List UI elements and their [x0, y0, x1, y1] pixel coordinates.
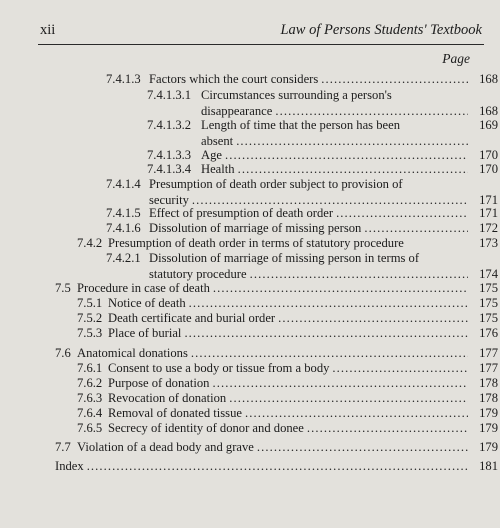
toc-page-number: 176: [479, 326, 498, 340]
toc-entry[interactable]: [55, 440, 498, 456]
toc-entry-title: disappearance: [201, 103, 273, 118]
dot-leader: [257, 440, 468, 456]
dot-leader: [332, 361, 468, 377]
dot-leader: [213, 281, 468, 297]
toc-page-number: 179: [479, 421, 498, 435]
toc-entry-title: Dissolution of marriage of missing person in terms of: [149, 251, 420, 265]
toc-entry-title: Consent to use a body or tissue from a body: [108, 361, 330, 375]
toc-entry-number: 7.6: [55, 346, 71, 360]
toc-entry-number: 7.5: [55, 281, 71, 295]
toc-entry[interactable]: [106, 72, 498, 88]
toc-entry-title: Index: [55, 459, 84, 473]
toc-page-number: 175: [479, 311, 498, 325]
toc-entry-title: security: [149, 192, 189, 207]
toc-page-number: 168: [479, 103, 498, 118]
toc-entry-number: 7.5.1: [77, 296, 103, 310]
toc-page-number: 175: [479, 296, 498, 310]
toc-page-number: 174: [479, 266, 498, 281]
page-numeral: xii: [40, 22, 56, 38]
toc-entry-title: Revocation of donation: [108, 391, 227, 405]
dot-leader: [364, 221, 468, 237]
toc-entry-title: Death certificate and burial order: [108, 311, 276, 325]
page-column-label: Page: [442, 51, 470, 66]
toc-entry[interactable]: [77, 236, 498, 252]
dot-leader: [278, 311, 468, 327]
toc-entry-number: 7.6.4: [77, 406, 103, 420]
dot-leader: [275, 104, 468, 120]
toc-page-number: 172: [479, 221, 498, 235]
toc-entry-title: Age: [201, 148, 222, 162]
dot-leader: [336, 206, 468, 222]
toc-page-number: 178: [479, 391, 498, 405]
dot-leader: [236, 134, 468, 150]
toc-entry[interactable]: [77, 376, 498, 392]
dot-leader: [238, 162, 468, 178]
toc-entry-title: Presumption of death order subject to provision of: [149, 177, 403, 191]
dot-leader: [307, 421, 468, 437]
toc-page-number: 179: [479, 440, 498, 454]
toc-entry[interactable]: [77, 421, 498, 437]
toc-entry[interactable]: [55, 459, 498, 475]
toc-entry-number: 7.4.1.6: [106, 221, 141, 235]
toc-entry-number: 7.6.1: [77, 361, 103, 375]
toc-entry[interactable]: [77, 326, 498, 342]
toc-entry-number: 7.5.2: [77, 311, 103, 325]
page-header: [40, 22, 482, 39]
dot-leader: [321, 72, 468, 88]
toc-entry-title: Effect of presumption of death order: [149, 206, 334, 220]
dot-leader: [250, 267, 468, 283]
toc-entry-number: 7.5.3: [77, 326, 103, 340]
toc-entry[interactable]: [106, 177, 498, 208]
toc-page-number: 175: [479, 281, 498, 295]
toc-entry-title: Presumption of death order in terms of statutory procedure: [108, 236, 404, 250]
toc-page-number: 181: [479, 459, 498, 473]
toc-entry-number: 7.4.2: [77, 236, 103, 250]
toc-entry[interactable]: [77, 406, 498, 422]
toc-entry-title: Place of burial: [108, 326, 182, 340]
toc-entry-title: Purpose of donation: [108, 376, 210, 390]
toc-entry-title: Factors which the court considers: [149, 72, 319, 86]
toc-entry-title: Length of time that the person has been: [201, 118, 400, 132]
toc-entry-title: absent: [201, 133, 234, 148]
dot-leader: [87, 459, 468, 475]
toc-entry[interactable]: [147, 88, 498, 119]
toc-entry-title: Dissolution of marriage of missing person: [149, 221, 362, 235]
toc-entry-number: 7.4.1.4: [106, 177, 141, 191]
toc-entry[interactable]: [106, 221, 498, 237]
toc-entry[interactable]: [77, 361, 498, 377]
toc-entry-title: statutory procedure: [149, 266, 247, 281]
toc-entry-number: 7.6.5: [77, 421, 103, 435]
dot-leader: [229, 391, 468, 407]
toc-entry-number: 7.4.2.1: [106, 251, 141, 265]
toc-entry-title: Notice of death: [108, 296, 186, 310]
toc-entry-title: Circumstances surrounding a person's: [201, 88, 392, 102]
toc-page-number: 173: [479, 236, 498, 250]
toc-entry[interactable]: [77, 296, 498, 312]
toc-entry-number: 7.4.1.3.3: [147, 148, 192, 162]
toc-entry[interactable]: [147, 118, 498, 149]
toc-entry-number: 7.4.1.5: [106, 206, 141, 220]
header-rule: [38, 44, 484, 45]
toc-entry-title: Removal of donated tissue: [108, 406, 242, 420]
dot-leader: [191, 346, 468, 362]
book-title: Law of Persons Students' Textbook: [280, 22, 482, 38]
dot-leader: [189, 296, 468, 312]
toc-page-number: 177: [479, 361, 498, 375]
toc-entry-number: 7.6.3: [77, 391, 103, 405]
toc-entry-number: 7.7: [55, 440, 71, 454]
toc-entry-title: Procedure in case of death: [77, 281, 210, 295]
toc-page-number: 170: [479, 148, 498, 162]
toc-entry-number: 7.4.1.3.4: [147, 162, 192, 176]
toc-entry-title: Anatomical donations: [77, 346, 188, 360]
toc-entry-number: 7.4.1.3.1: [147, 88, 192, 102]
toc-entry-number: 7.4.1.3.2: [147, 118, 192, 132]
toc-entry[interactable]: [55, 281, 498, 297]
toc-entry-title: Secrecy of identity of donor and donee: [108, 421, 304, 435]
toc-page-number: 179: [479, 406, 498, 420]
toc-entry-title: Health: [201, 162, 235, 176]
dot-leader: [212, 376, 468, 392]
toc-entry-title: Violation of a dead body and grave: [77, 440, 254, 454]
toc-entry-number: 7.4.1.3: [106, 72, 141, 86]
toc-page-number: 168: [479, 72, 498, 86]
toc-entry[interactable]: [106, 206, 498, 222]
toc-entry[interactable]: [77, 311, 498, 327]
toc-page-number: 169: [479, 118, 498, 132]
toc-page-number: 170: [479, 162, 498, 176]
toc-entry-number: 7.6.2: [77, 376, 103, 390]
toc-page-number: 178: [479, 376, 498, 390]
toc-entry[interactable]: [55, 346, 498, 362]
toc-page-number: 171: [479, 192, 498, 207]
dot-leader: [245, 406, 468, 422]
toc-page-number: 171: [479, 206, 498, 220]
toc-page-number: 177: [479, 346, 498, 360]
dot-leader: [184, 326, 468, 342]
toc-entry[interactable]: [106, 251, 498, 282]
toc-entry[interactable]: [77, 391, 498, 407]
toc-entry[interactable]: [147, 162, 498, 178]
